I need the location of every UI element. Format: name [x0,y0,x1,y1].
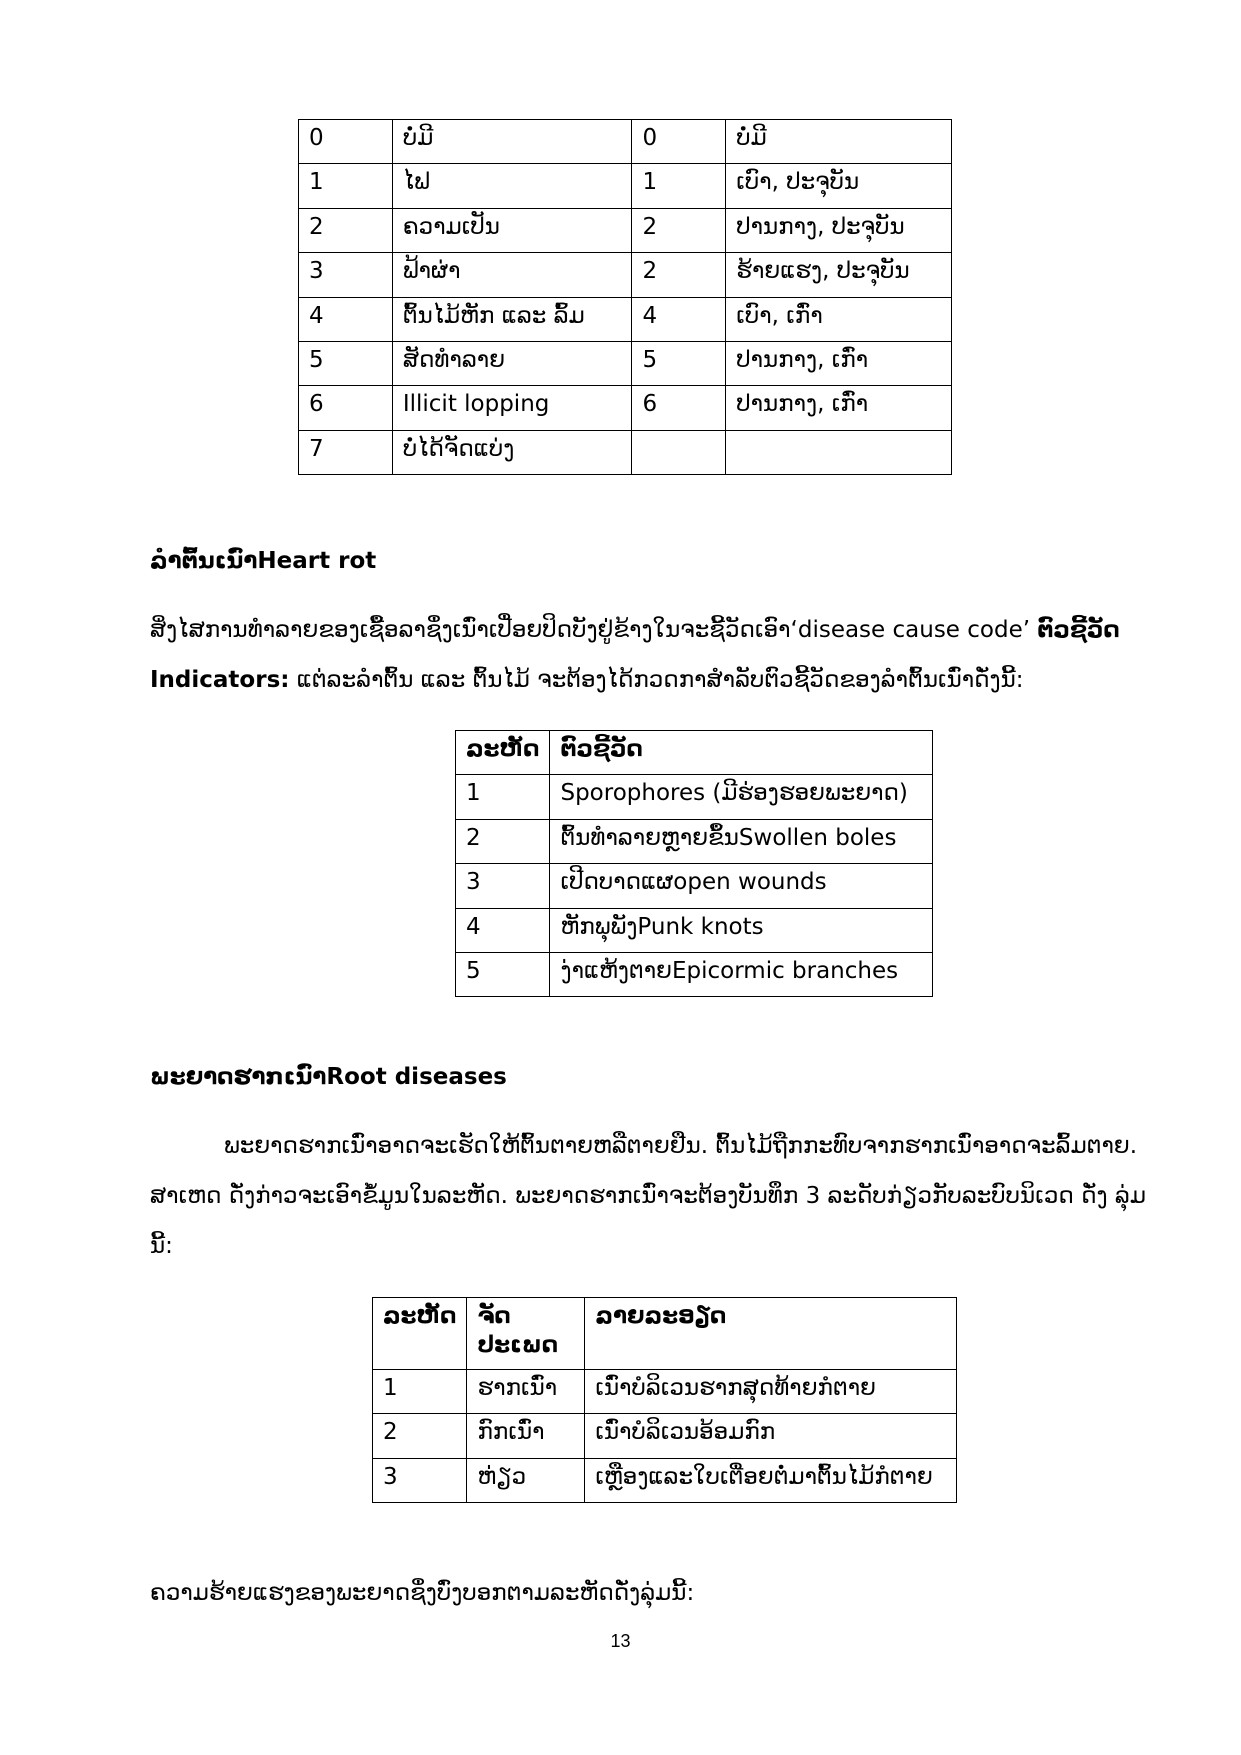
column-header-indicator: ຕົວຊີ້ວັດ [550,731,933,775]
table-row [299,208,952,252]
table-row [373,1458,957,1502]
table-row [456,864,933,908]
table-cell: 3 [299,253,393,297]
table-cell [726,430,952,474]
table-cell: ເບົາ, ປະຈຸບັນ [726,164,952,208]
table-row [456,819,933,863]
table-row [299,253,952,297]
table-cell: 5 [299,341,393,385]
table-cell: 2 [373,1414,467,1458]
table-row [456,952,933,996]
heart-rot-paragraph-line-1 [150,617,1120,643]
table-cell [632,430,726,474]
table-cell: ບໍ່ໄດ້ຈັດແບ່ງ [392,430,632,474]
root-diseases-paragraph-line-2: ສາເຫດ ດັ່ງກ່າວຈະເອົາຂໍ້ມູນໃນລະຫັດ. ພະຍາດຮາກເນົ່າຈະຕ້ອງບັນທຶກ 3 ລະດັບກ່ຽວກັບລະບົບນິເວດ ດັ່ງ ລຸ່ມ [150,1183,1146,1209]
table-cell: 2 [456,819,550,863]
table-row [299,430,952,474]
table-cell: ບໍ່ມີ [392,120,632,164]
damage-cause-severity-table [298,119,952,475]
table-row [373,1414,957,1458]
table-row [299,164,952,208]
page-number: 13 [610,1631,631,1651]
table-cell: 0 [299,120,393,164]
table-cell: 0 [632,120,726,164]
table-cell: ຟ້າຜ່າ [392,253,632,297]
table-cell: ສັດທໍາລາຍ [392,341,632,385]
table-cell: 4 [456,908,550,952]
table-cell: 1 [456,775,550,819]
table-row [456,908,933,952]
table-cell: 4 [632,297,726,341]
table-row [456,775,933,819]
table-cell: 1 [373,1370,467,1414]
table-cell: 3 [456,864,550,908]
column-header-code: ລະຫັດ [373,1298,467,1370]
table-cell: ຕົ້ນໄມ້ຫັກ ແລະ ລົ້ມ [392,297,632,341]
table-cell: 5 [456,952,550,996]
paragraph-text: ແຕ່ລະລໍາຕົ້ນ ແລະ ຕົ້ນໄມ້ ຈະຕ້ອງໄດ້ກວດກາສໍາລັບຕົວຊີ້ວັດຂອງລໍາຕົ້ນເນົ່າດັ່ງນີ້: [289,667,1024,693]
column-header-type: ຈັດ ປະເພດ [467,1298,585,1370]
table-cell: ງ່າແຫ້ງຕາຍEpicormic branches [550,952,933,996]
table-cell: ຫັກພຸພັງPunk knots [550,908,933,952]
table-cell: 2 [299,208,393,252]
table-cell: 7 [299,430,393,474]
table-cell: ຫ່ຽວ [467,1458,585,1502]
table-cell: Sporophores (ມີຮ່ອງຮອຍພະຍາດ) [550,775,933,819]
table-row [299,386,952,430]
table-cell: ປານກາງ, ປະຈຸບັນ [726,208,952,252]
table-cell: 1 [632,164,726,208]
table-cell: 6 [299,386,393,430]
table-cell: ເຫຼືອງແລະໃບເຕື່ອຍຕໍ່ມາຕົ້ນໄມ້ກໍຕາຍ [585,1458,957,1502]
table-row [299,120,952,164]
section-heading-heart-rot: ລໍາຕົ້ນເນົ່າHeart rot [150,548,377,574]
table-cell: ປານກາງ, ເກົ່າ [726,341,952,385]
root-disease-types-table [372,1297,957,1503]
table-cell: ຮ້າຍແຮງ, ປະຈຸບັນ [726,253,952,297]
section-heading-root-diseases: ພະຍາດຮາກເນົ່າRoot diseases [150,1064,507,1090]
table-cell: ຮາກເນົ່າ [467,1370,585,1414]
table-cell: 6 [632,386,726,430]
table-cell: ເບົາ, ເກົ່າ [726,297,952,341]
table-cell: Illicit lopping [392,386,632,430]
table-header-row [456,731,933,775]
table-row [299,341,952,385]
table-cell: 2 [632,208,726,252]
table-cell: ຄວາມເປັນ [392,208,632,252]
severity-intro-text: ຄວາມຮ້າຍແຮງຂອງພະຍາດຊຶ່ງບົ່ງບອກຕາມລະຫັດດັ່ງລຸ່ມນີ້: [150,1580,695,1606]
paragraph-text: ສິ່ງໄສການທໍາລາຍຂອງເຊື້ອລາຊຶ່ງເນົ່າເປື່ອຍປິດບັງຢູ່ຂ້າງໃນຈະຊີ້ວັດເອົາ‘disease cause code’ [150,617,1038,643]
indicators-term: ຕົວຊີ້ວັດ [1037,617,1120,643]
table-cell: 5 [632,341,726,385]
table-cell: 4 [299,297,393,341]
table-cell: ໄຟ [392,164,632,208]
table-cell: ເນົ່າບໍລິເວນອ້ອມກົກ [585,1414,957,1458]
table-row [299,297,952,341]
table-cell: ເປີດບາດແຜopen wounds [550,864,933,908]
table-cell: 1 [299,164,393,208]
table-cell: ຕົ້ນທໍາລາຍຫຼາຍຂຶ້ນSwollen boles [550,819,933,863]
root-diseases-paragraph-line-3: ນີ້: [150,1233,173,1259]
column-header-code: ລະຫັດ [456,731,550,775]
heart-rot-paragraph-line-2 [150,667,1024,693]
table-header-row [373,1298,957,1370]
table-cell: 2 [632,253,726,297]
table-cell: ກົກເນົ່າ [467,1414,585,1458]
table-cell: ປານກາງ, ເກົ່າ [726,386,952,430]
indicators-term-english: Indicators: [150,667,290,693]
table-cell: 3 [373,1458,467,1502]
column-header-description: ລາຍລະອຽດ [585,1298,957,1370]
root-diseases-paragraph-line-1: ພະຍາດຮາກເນົ່າອາດຈະເຮັດໃຫ້ຕົ້ນຕາຍຫລືຕາຍຢືນ. ຕົ້ນໄມ້ຖືກກະທົບຈາກຮາກເນົ່າອາດຈະລົ້ມຕາຍ. [224,1133,1138,1159]
table-cell: ເນົ່າບໍລິເວນຮາກສຸດທ້າຍກໍຕາຍ [585,1370,957,1414]
table-row [373,1370,957,1414]
table-cell: ບໍ່ມີ [726,120,952,164]
heart-rot-indicators-table [455,730,933,997]
